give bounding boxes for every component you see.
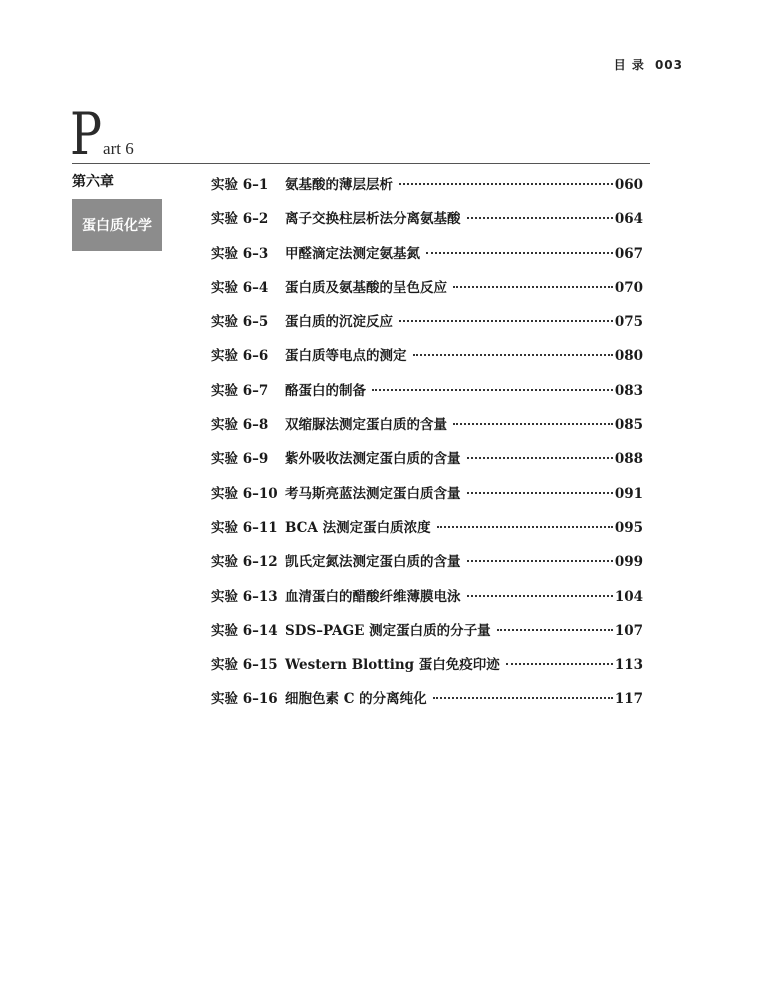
- toc-entry[interactable]: [211, 413, 643, 447]
- toc-entry-title: 凯氏定氮法测定蛋白质的含量: [285, 554, 461, 571]
- toc-leader-dots: [399, 183, 613, 185]
- toc-leader-dots: [506, 663, 613, 665]
- toc-entry-title: 蛋白质及氨基酸的呈色反应: [285, 279, 447, 296]
- toc-entry[interactable]: [211, 585, 643, 619]
- toc-entry-number: 实验 6–8: [211, 417, 269, 434]
- toc-entry-page: 091: [614, 485, 643, 502]
- toc-entry-page: 095: [614, 519, 643, 536]
- toc-entry-title: 考马斯亮蓝法测定蛋白质含量: [285, 485, 461, 502]
- toc-leader-dots: [467, 457, 613, 459]
- toc-entry[interactable]: [211, 687, 643, 721]
- toc-entry-title: 离子交换柱层析法分离氨基酸: [285, 211, 461, 228]
- toc-leader-dots: [497, 629, 613, 631]
- toc-entry-title: 蛋白质的沉淀反应: [285, 314, 393, 331]
- toc-entry[interactable]: [211, 482, 643, 516]
- toc-entry-number: 实验 6–3: [211, 245, 269, 262]
- chapter-subject: 蛋白质化学: [82, 218, 152, 234]
- toc-leader-dots: [372, 389, 613, 391]
- toc-entry-number: 实验 6–7: [211, 382, 269, 399]
- toc-entry-page: 113: [614, 657, 643, 674]
- toc-entry-title: 氨基酸的薄层层析: [285, 177, 393, 193]
- toc-entry[interactable]: [211, 242, 643, 276]
- toc-entry-title: Western Blotting 蛋白免疫印迹: [285, 657, 500, 674]
- toc-leader-dots: [426, 252, 613, 254]
- toc-entry-number: 实验 6–14: [211, 622, 278, 639]
- toc-leader-dots: [453, 286, 613, 288]
- toc-entry-number: 实验 6–9: [211, 451, 269, 468]
- toc-entry-number: 实验 6–1: [211, 177, 269, 193]
- toc-entry-page: 070: [614, 279, 643, 296]
- toc-entry-title: 甲醛滴定法测定氨基氮: [285, 245, 420, 262]
- toc-entry-title: 细胞色素 C 的分离纯化: [285, 691, 427, 708]
- toc-leader-dots: [413, 354, 613, 356]
- table-of-contents: [211, 173, 643, 722]
- toc-entry-page: 104: [614, 588, 643, 605]
- toc-entry[interactable]: [211, 619, 643, 653]
- running-head: [614, 56, 683, 73]
- toc-entry-page: 083: [614, 382, 643, 399]
- toc-entry-page: 067: [614, 245, 643, 262]
- heading-rule: [72, 163, 650, 164]
- part-initial-letter: P: [70, 100, 103, 168]
- toc-entry[interactable]: [211, 310, 643, 344]
- toc-entry-page: 080: [614, 348, 643, 365]
- toc-entry-page: 075: [614, 314, 643, 331]
- toc-entry-number: 实验 6–11: [211, 519, 278, 536]
- toc-entry[interactable]: [211, 653, 643, 687]
- toc-entry-title: SDS–PAGE 测定蛋白质的分子量: [285, 622, 491, 639]
- toc-entry-title: BCA 法测定蛋白质浓度: [285, 519, 431, 536]
- toc-leader-dots: [467, 492, 613, 494]
- running-head-page-number: 003: [654, 58, 683, 72]
- toc-entry-number: 实验 6–16: [211, 691, 278, 708]
- toc-leader-dots: [399, 320, 613, 322]
- toc-entry-number: 实验 6–12: [211, 554, 278, 571]
- part-heading: [70, 100, 134, 168]
- toc-leader-dots: [467, 217, 613, 219]
- toc-entry-page: 099: [614, 554, 643, 571]
- toc-entry-number: 实验 6–2: [211, 211, 269, 228]
- running-head-section: 目 录: [613, 58, 645, 72]
- toc-leader-dots: [453, 423, 613, 425]
- toc-entry-number: 实验 6–10: [211, 485, 278, 502]
- toc-entry[interactable]: [211, 207, 643, 241]
- toc-entry[interactable]: [211, 173, 643, 207]
- toc-entry-page: 085: [614, 417, 643, 434]
- toc-leader-dots: [437, 526, 613, 528]
- toc-entry-page: 088: [614, 451, 643, 468]
- toc-entry-page: 064: [614, 211, 643, 228]
- toc-entry-title: 酪蛋白的制备: [285, 382, 366, 399]
- toc-entry-title: 紫外吸收法测定蛋白质的含量: [285, 451, 461, 468]
- toc-entry-number: 实验 6–15: [211, 657, 278, 674]
- chapter-subject-box: [72, 199, 162, 251]
- toc-entry-number: 实验 6–5: [211, 314, 269, 331]
- toc-leader-dots: [433, 697, 613, 699]
- toc-leader-dots: [467, 560, 613, 562]
- toc-entry-title: 蛋白质等电点的测定: [285, 348, 407, 365]
- toc-entry-number: 实验 6–4: [211, 279, 269, 296]
- toc-entry[interactable]: [211, 344, 643, 378]
- toc-entry-number: 实验 6–13: [211, 588, 278, 605]
- chapter-label: 第六章: [72, 174, 114, 190]
- part-label: art 6: [103, 139, 134, 158]
- toc-entry[interactable]: [211, 379, 643, 413]
- toc-entry-page: 117: [614, 691, 643, 708]
- toc-entry-number: 实验 6–6: [211, 348, 269, 365]
- toc-entry-title: 血清蛋白的醋酸纤维薄膜电泳: [285, 588, 461, 605]
- toc-entry[interactable]: [211, 516, 643, 550]
- toc-entry-page: 060: [614, 177, 643, 193]
- toc-entry[interactable]: [211, 276, 643, 310]
- toc-entry-title: 双缩脲法测定蛋白质的含量: [285, 417, 447, 434]
- toc-entry[interactable]: [211, 550, 643, 584]
- toc-entry[interactable]: [211, 447, 643, 481]
- toc-leader-dots: [467, 595, 613, 597]
- toc-entry-page: 107: [614, 622, 643, 639]
